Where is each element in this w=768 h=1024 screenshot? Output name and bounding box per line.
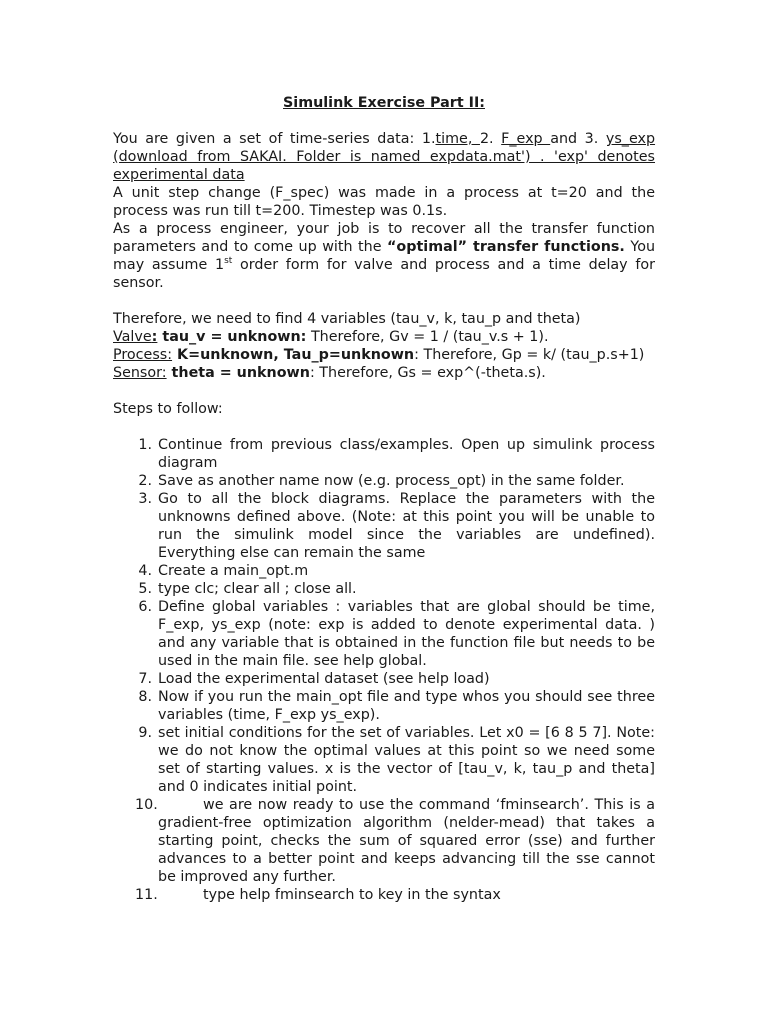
valve-equation: Therefore, Gv = 1 / (tau_v.s + 1).: [306, 329, 549, 345]
valve-label: Valve: [113, 329, 152, 345]
engineer-text: As a process engineer, your job is to recover all the transfer function parameters and to come up with the: [113, 221, 655, 255]
step-text: set initial conditions for the set of variables. Let x0 = [6 8 5 7]. Note: we do not know the optimal values at this point so we need some set of starting values. x is the vector of [tau_v, k, tau_p and theta] and 0 indicates initial point.: [158, 725, 655, 795]
valve-colon: :: [151, 329, 158, 345]
sensor-equation: : Therefore, Gs = exp^(-theta.s).: [309, 365, 546, 381]
order-text: order form for valve and process and a time delay for sensor.: [113, 257, 655, 291]
list-item: [113, 670, 655, 688]
valve-line: [113, 328, 655, 346]
step-number: 7.: [138, 671, 152, 687]
step-text: Go to all the block diagrams. Replace the parameters with the unknowns defined above. (Note: at this point you will be unable to run the simulink model since the variables are undefined). Everything else can remain the same: [158, 491, 655, 561]
intro-text: You are given a set of time-series data: 1.: [113, 131, 436, 147]
assume-text: You may assume 1: [113, 239, 656, 273]
step-number: 2.: [138, 473, 152, 489]
step-number: 9.: [138, 725, 152, 741]
step-text: Save as another name now (e.g. process_opt) in the same folder.: [158, 473, 625, 489]
step-text: Continue from previous class/examples. Open up simulink process diagram: [158, 437, 655, 471]
process-label: Process:: [113, 347, 173, 363]
step-text: we are now ready to use the command ‘fminsearch’. This is a gradient-free optimization algorithm (nelder-mead) that takes a starting point, checks the sum of squared error (sse) and further advances to a better point and keeps advancing till the sse cannot be improved any further.: [158, 797, 655, 885]
steps-list: [113, 436, 655, 904]
intro-paragraph: [113, 130, 655, 184]
sensor-unknown: theta = unknown: [166, 365, 310, 381]
ysexp-variable: ys_exp (download from SAKAI. Folder is named expdata.mat') . 'exp' denotes experimental data: [113, 131, 656, 183]
step-change-paragraph: A unit step change (F_spec) was made in a process at t=20 and the process was run till t=200. Timestep was 0.1s.: [113, 185, 655, 219]
fexp-variable: F_exp: [501, 131, 551, 147]
process-equation: : Therefore, Gp = k/ (tau_p.s+1): [414, 347, 645, 363]
list-item: [113, 562, 655, 580]
steps-heading: Steps to follow:: [113, 401, 223, 417]
page-title: Simulink Exercise Part II:: [283, 95, 485, 111]
intro-text-2: 2.: [479, 131, 502, 147]
list-item: [113, 688, 655, 724]
step-number: 8.: [138, 689, 152, 705]
list-item: [113, 598, 655, 670]
step-text: type help fminsearch to key in the syntax: [203, 887, 501, 903]
time-variable: time,: [435, 131, 480, 147]
step-number: 6.: [138, 599, 152, 615]
sensor-label: Sensor:: [113, 365, 167, 381]
superscript-st: st: [224, 256, 233, 267]
list-item: [113, 490, 655, 562]
step-number: 1.: [138, 437, 152, 453]
engineer-paragraph: [113, 220, 655, 292]
list-item: [113, 886, 655, 904]
step-text: type clc; clear all ; close all.: [158, 581, 357, 597]
variables-intro: Therefore, we need to find 4 variables (tau_v, k, tau_p and theta): [113, 311, 581, 327]
list-item: [113, 472, 655, 490]
list-item: [113, 796, 655, 886]
step-number: 3.: [138, 491, 152, 507]
optimal-text: “optimal” transfer functions.: [387, 239, 625, 255]
process-unknown: K=unknown, Tau_p=unknown: [172, 347, 415, 363]
list-item: [113, 436, 655, 472]
step-number: 11.: [135, 887, 158, 903]
process-line: [113, 346, 655, 364]
step-text: Load the experimental dataset (see help load): [158, 671, 490, 687]
step-text: Create a main_opt.m: [158, 563, 309, 579]
step-text: Now if you run the main_opt file and type whos you should see three variables (time, F_exp ys_exp).: [158, 689, 655, 723]
step-text: Define global variables : variables that are global should be time, F_exp, ys_exp (note: exp is added to denote experimental data. ) and any variable that is obtained in the function file but needs to be used in the main file. see help global.: [158, 599, 655, 669]
list-item: [113, 580, 655, 598]
intro-text-3: and 3.: [550, 131, 606, 147]
document-body: [113, 94, 655, 904]
step-number: 4.: [138, 563, 152, 579]
valve-unknown: tau_v = unknown:: [157, 329, 307, 345]
sensor-line: [113, 364, 655, 382]
step-number: 5.: [138, 581, 152, 597]
list-item: [113, 724, 655, 796]
step-number: 10.: [135, 797, 158, 813]
